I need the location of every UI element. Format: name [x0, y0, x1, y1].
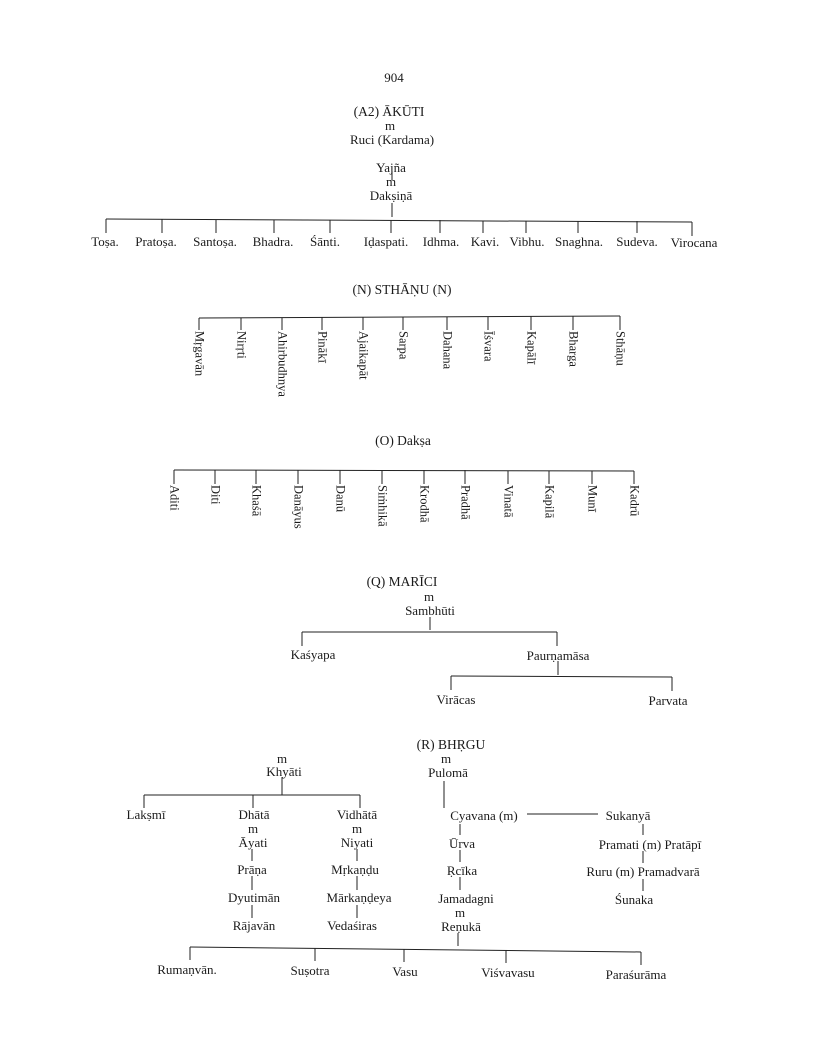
mrkandu-name: Mṛkaṇḍu — [331, 862, 379, 877]
o-child-label: Kapilā — [542, 485, 557, 519]
ruru-name: Ruru (m) Pramadvarā — [586, 864, 700, 879]
n-child-label: Pinākī — [315, 331, 330, 363]
akuti-heading: (A2) ĀKŪTI — [353, 104, 425, 119]
yajna-m: m — [385, 174, 397, 189]
rcika-name: Ṛcīka — [446, 863, 478, 878]
markandeya-name: Mārkaṇḍeya — [326, 890, 392, 905]
a2-child-label: Toṣa. — [91, 234, 119, 249]
a2-child-label: Santoṣa. — [193, 234, 237, 249]
daksina-name: Dakṣiṇā — [369, 188, 413, 203]
a2-child-label: Pratoṣa. — [135, 234, 177, 249]
jamadagni-name: Jamadagni — [438, 891, 494, 906]
n-child-label: Dahana — [440, 331, 455, 370]
o-child-label: Krodhā — [417, 485, 432, 523]
cyavana-name: Cyavana (m) — [450, 808, 518, 823]
r-child-label: Paraśurāma — [605, 967, 667, 982]
rajavan-name: Rājavān — [232, 918, 276, 933]
kasyapa-name: Kaśyapa — [290, 647, 336, 662]
pramati-name: Pramati (m) Pratāpī — [598, 837, 702, 852]
n-child-label: Sarpa — [396, 331, 411, 360]
n-child-label: Ajaikapāt — [356, 331, 371, 380]
puloma-name: Pulomā — [428, 765, 468, 780]
o-child-label: Munī — [585, 485, 600, 513]
o-child-label: Khaśā — [249, 485, 264, 517]
marici-m: m — [423, 589, 435, 604]
viracas-name: Virācas — [436, 692, 476, 707]
sambhuti-name: Sambhūti — [405, 603, 455, 618]
n-child-label: Īśvara — [481, 331, 496, 362]
r-child-label: Suṣotra — [290, 963, 330, 978]
daksa-heading: (O) Dakṣa — [375, 433, 431, 448]
ayati-name: Āyati — [238, 835, 268, 850]
a2-child-label: Bhadra. — [252, 234, 294, 249]
dhata-m: m — [247, 821, 259, 836]
ruci-name: Ruci (Kardama) — [349, 132, 435, 147]
n-child-label: Bharga — [566, 331, 581, 367]
dhata-name: Dhātā — [238, 807, 270, 822]
n-child-label: Nirṛti — [234, 331, 249, 359]
bhrgu-heading: (R) BHṚGU — [416, 737, 486, 752]
r-child-label: Vasu — [392, 964, 418, 979]
vidhata-m: m — [351, 821, 363, 836]
o-child-label: Diti — [208, 485, 223, 505]
r-child-label: Rumaṇvān. — [157, 962, 217, 977]
n-child-label: Kapālī — [524, 331, 539, 365]
o-child-label: Pradhā — [458, 485, 473, 520]
marici-heading: (Q) MARĪCI — [366, 574, 438, 589]
sthanu-heading: (N) STHĀṆU (N) — [352, 282, 452, 297]
a2-child-label: Iḍaspati. — [363, 234, 409, 249]
a2-child-label: Idhma. — [422, 234, 460, 249]
bhrgu-m-left: m — [276, 751, 288, 766]
akuti-m: m — [384, 118, 396, 133]
vedasiras-name: Vedaśiras — [327, 918, 377, 933]
sukanya-name: Sukanyā — [605, 808, 651, 823]
o-child-label: Kadrū — [627, 485, 642, 517]
yajna-name: Yajña — [376, 160, 406, 175]
niyati-name: Niyati — [340, 835, 374, 850]
jamadagni-m: m — [454, 905, 466, 920]
r-child-label: Viśvavasu — [481, 965, 535, 980]
renuka-name: Reṇukā — [441, 919, 481, 934]
page-number: 904 — [384, 70, 404, 85]
a2-child-label: Vibhu. — [509, 234, 545, 249]
n-child-label: Mṛgavān — [192, 331, 207, 377]
o-child-label: Danū — [333, 485, 348, 513]
a2-child-label: Sudeva. — [616, 234, 658, 249]
a2-child-label: Śānti. — [310, 234, 340, 249]
o-child-label: Danāyus — [291, 485, 306, 529]
prana-name: Prāṇa — [237, 862, 267, 877]
n-child-label: Ahirbudhnya — [275, 331, 290, 397]
o-child-label: Aditi — [167, 485, 182, 511]
bhrgu-m-right: m — [440, 751, 452, 766]
a2-child-label: Virocana — [670, 235, 718, 250]
o-child-label: Siṁhikā — [375, 485, 390, 527]
a2-child-label: Snaghna. — [554, 234, 604, 249]
a2-child-label: Kavi. — [470, 234, 500, 249]
n-child-label: Sthāṇu — [613, 331, 628, 366]
sunaka-name: Śunaka — [614, 892, 654, 907]
paurnamasa-name: Paurṇamāsa — [526, 648, 590, 663]
khyati-name: Khyāti — [266, 764, 302, 779]
o-child-label: Vinatā — [501, 485, 516, 518]
urva-name: Ūrva — [449, 836, 475, 851]
parvata-name: Parvata — [648, 693, 688, 708]
dyutiman-name: Dyutimān — [228, 890, 280, 905]
vidhata-name: Vidhātā — [336, 807, 378, 822]
laksmi-name: Lakṣmī — [126, 807, 166, 822]
